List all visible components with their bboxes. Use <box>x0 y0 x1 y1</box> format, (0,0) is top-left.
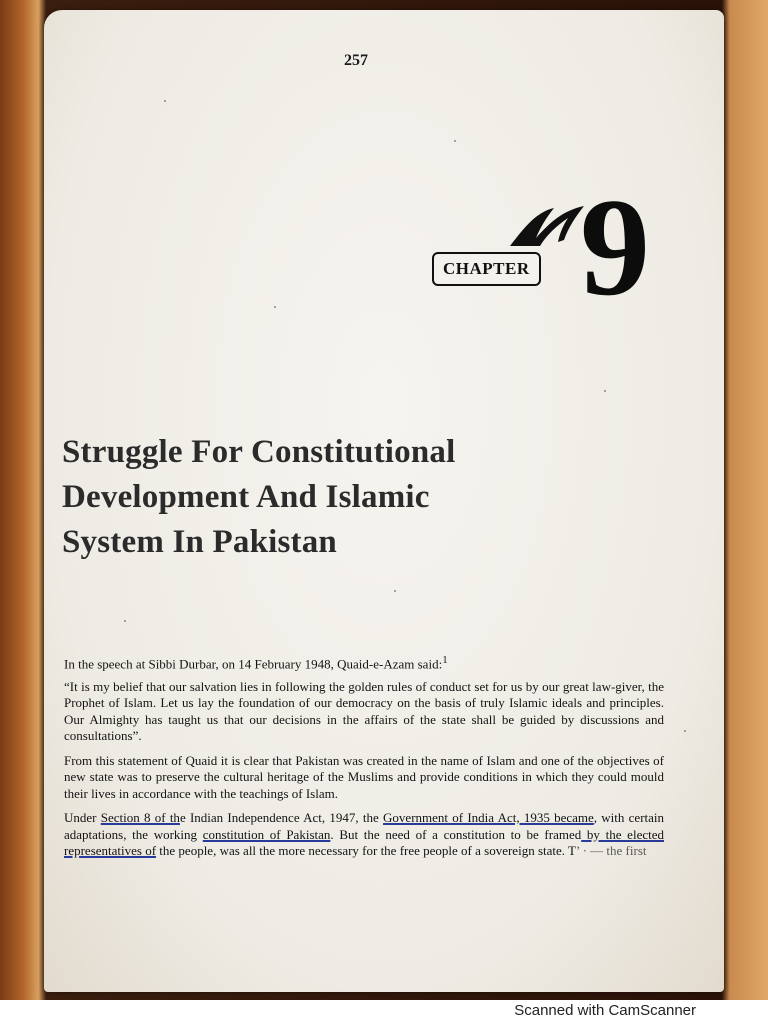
underlined-text: by the elected representatives of <box>64 826 664 859</box>
intro-text: In the speech at Sibbi Durbar, on 14 February 1948, Quaid-e-Azam said: <box>64 656 443 672</box>
title-line: System In Pakistan <box>62 524 337 560</box>
paper-speck <box>684 730 686 732</box>
quote-paragraph: “It is my belief that our salvation lies in following the golden rules of conduct set for us by our great law-giver, the Prophet of Islam. Let us lay the foundation of our democracy on the basis of truly Islamic ideals and principles. Our Almighty has taught us that our decisions in the affairs of the state shall be guided by discussions and consultations”. <box>64 678 664 744</box>
title-line: Development And Islamic <box>62 479 430 515</box>
chapter-number: 9 <box>580 170 650 325</box>
paper-speck <box>274 306 276 308</box>
paper-speck <box>394 590 396 592</box>
paper-speck <box>454 140 456 142</box>
chapter-label: CHAPTER <box>432 252 541 286</box>
underlined-text: Section 8 of th <box>100 810 180 826</box>
footnote-marker: 1 <box>442 654 448 666</box>
underlined-text: Government of India Act, 1935 became <box>383 810 594 826</box>
page-number: 257 <box>344 52 368 69</box>
paragraph-2: From this statement of Quaid it is clear that Pakistan was created in the name of Islam and one of the objectives of new state was to preserve the cultural heritage of the Muslims and provide conditions in which they could mould their lives in accordance with the teachings of Islam. <box>64 752 664 801</box>
book-page <box>44 10 724 992</box>
text-run: e Indian Independence Act, 1947, the <box>179 810 384 826</box>
body-text <box>64 652 664 868</box>
intro-paragraph <box>64 652 664 673</box>
chapter-title <box>62 430 642 565</box>
text-run: , with certain adaptations, the working <box>64 810 665 842</box>
paper-speck <box>164 100 166 102</box>
text-run: Under <box>64 810 101 826</box>
underlined-text: constitution of Pakistan <box>202 826 331 842</box>
scanner-credit: Scanned with CamScanner <box>514 1002 696 1019</box>
text-run: ’ · — the first <box>575 843 647 859</box>
text-run: . But the need of a constitution to be framed <box>330 826 582 842</box>
text-run: the people, was all the more necessary for the free people of a sovereign state. T <box>156 843 576 859</box>
paper-speck <box>604 390 606 392</box>
scanner-footer <box>0 1000 768 1024</box>
paper-speck <box>124 620 126 622</box>
title-line: Struggle For Constitutional <box>62 434 456 470</box>
paragraph-3 <box>64 810 664 860</box>
